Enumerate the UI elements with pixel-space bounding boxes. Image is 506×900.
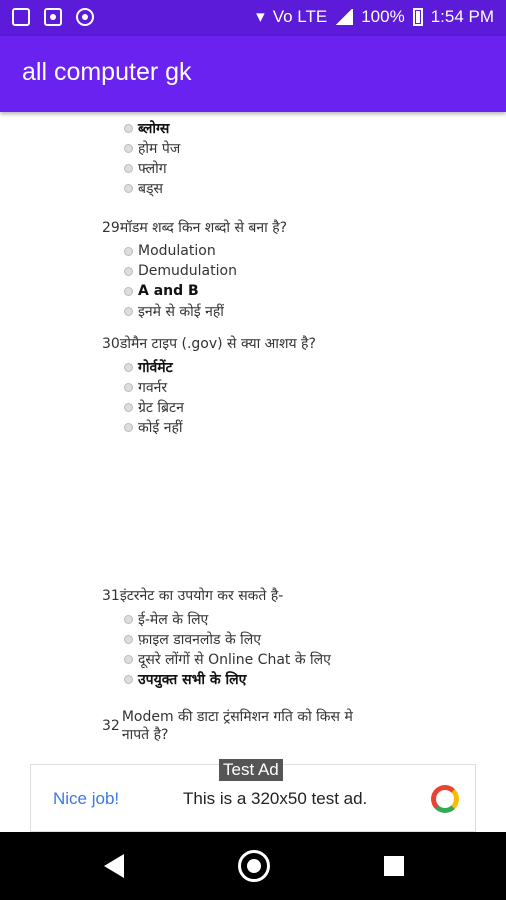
back-icon[interactable] bbox=[104, 854, 124, 878]
question-block bbox=[102, 334, 316, 437]
radio-button[interactable] bbox=[124, 144, 133, 153]
radio-button[interactable] bbox=[124, 363, 133, 372]
option[interactable]: होम पेज bbox=[124, 138, 180, 158]
option[interactable]: ब्लोग्स bbox=[124, 118, 180, 138]
battery-percent: 100% bbox=[361, 7, 405, 26]
option[interactable]: गोर्वमेंट bbox=[124, 357, 316, 377]
option[interactable]: बड्स bbox=[124, 178, 180, 198]
app-title: all computer gk bbox=[22, 58, 192, 86]
quiz-content[interactable] bbox=[0, 112, 506, 764]
radio-button[interactable] bbox=[124, 675, 133, 684]
question-block bbox=[102, 586, 331, 689]
radio-button[interactable] bbox=[124, 184, 133, 193]
radio-button[interactable] bbox=[124, 267, 133, 276]
app-bar bbox=[0, 36, 506, 112]
option[interactable]: गवर्नर bbox=[124, 377, 316, 397]
test-ad-banner[interactable] bbox=[30, 760, 476, 832]
ad-logo-icon bbox=[431, 785, 459, 813]
question-block bbox=[102, 708, 353, 744]
option[interactable]: ग्रेट ब्रिटन bbox=[124, 397, 316, 417]
ad-message: This is a 320x50 test ad. bbox=[183, 789, 368, 808]
radio-button[interactable] bbox=[124, 307, 133, 316]
status-bar bbox=[0, 0, 506, 36]
question-block bbox=[102, 118, 180, 198]
option[interactable]: कोई नहीं bbox=[124, 417, 316, 437]
radio-button[interactable] bbox=[124, 124, 133, 133]
question-block bbox=[102, 218, 287, 321]
battery-icon bbox=[413, 8, 423, 26]
option[interactable]: फ़ाइल डावनलोड के लिए bbox=[124, 629, 331, 649]
radio-button[interactable] bbox=[124, 164, 133, 173]
option[interactable]: Demudulation bbox=[124, 261, 287, 281]
question-number: 32 bbox=[102, 718, 120, 734]
test-ad-badge: Test Ad bbox=[219, 759, 283, 781]
screenshot-icon bbox=[44, 8, 62, 26]
option[interactable]: उपयुक्त सभी के लिए bbox=[124, 669, 331, 689]
question-text: 29मॉडम शब्द किन शब्दो से बना है? bbox=[102, 220, 288, 236]
radio-button[interactable] bbox=[124, 287, 133, 296]
radio-button[interactable] bbox=[124, 655, 133, 664]
radio-button[interactable] bbox=[124, 247, 133, 256]
question-text: 31इंटरनेट का उपयोग कर सकते है- bbox=[102, 588, 284, 604]
app-notification-icon bbox=[76, 8, 94, 26]
option[interactable]: Modulation bbox=[124, 241, 287, 261]
recents-icon[interactable] bbox=[384, 856, 404, 876]
radio-button[interactable] bbox=[124, 403, 133, 412]
radio-button[interactable] bbox=[124, 423, 133, 432]
radio-button[interactable] bbox=[124, 383, 133, 392]
signal-icon bbox=[335, 9, 353, 25]
question-text: Modem की डाटा ट्रंसमिशन गति को किस मे नापते है? bbox=[121, 709, 353, 743]
option[interactable]: A and B bbox=[124, 281, 287, 301]
ad-nice-job-link[interactable]: Nice job! bbox=[53, 789, 120, 808]
option[interactable]: इनमे से कोई नहीं bbox=[124, 301, 287, 321]
radio-button[interactable] bbox=[124, 635, 133, 644]
option[interactable]: ई-मेल के लिए bbox=[124, 609, 331, 629]
option[interactable]: दूसरे लोंगों से Online Chat के लिए bbox=[124, 649, 331, 669]
option[interactable]: फ्लोग bbox=[124, 158, 180, 178]
network-label: Vo LTE bbox=[272, 7, 328, 26]
home-icon[interactable] bbox=[238, 850, 270, 882]
image-icon bbox=[12, 8, 30, 26]
radio-button[interactable] bbox=[124, 615, 133, 624]
question-text: 30डोमैन टाइप (.gov) से क्या आशय है? bbox=[102, 336, 316, 352]
wifi-icon: ▾ bbox=[256, 7, 265, 26]
navigation-bar bbox=[0, 832, 506, 900]
clock: 1:54 PM bbox=[430, 7, 494, 26]
